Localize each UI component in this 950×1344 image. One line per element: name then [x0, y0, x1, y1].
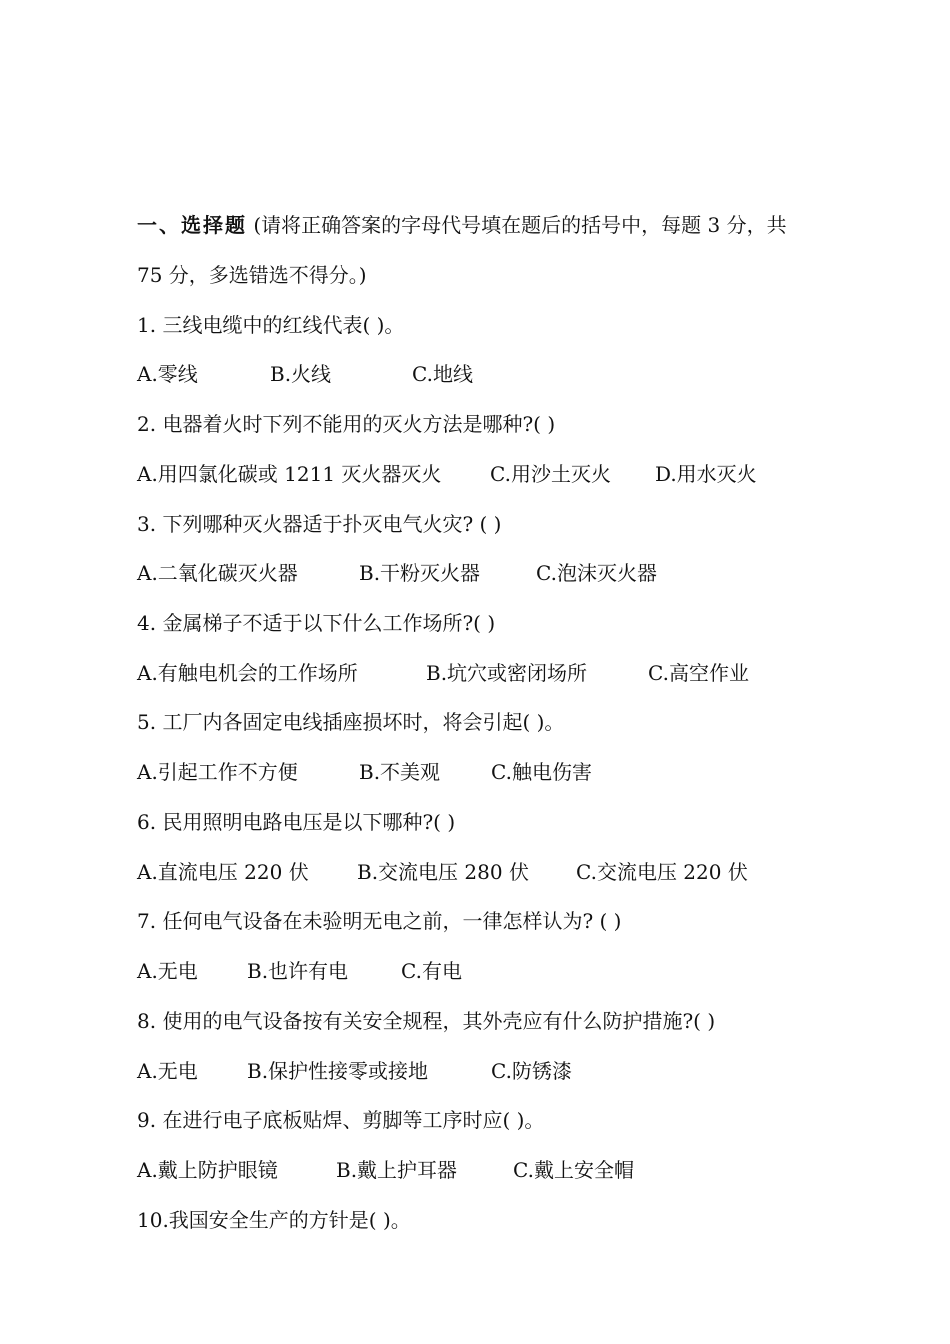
option-a[interactable]: A.引起工作不方便 [137, 760, 298, 784]
question-options-8 [137, 1057, 572, 1085]
option-c[interactable]: C.防锈漆 [491, 1059, 572, 1083]
option-c[interactable]: C.交流电压 220 伏 [576, 860, 748, 884]
question-options-9 [137, 1156, 634, 1184]
option-b[interactable]: B.保护性接零或接地 [247, 1059, 429, 1083]
question-stem-1: 1. 三线电缆中的红线代表( )。 [137, 313, 405, 337]
section-heading [137, 211, 787, 239]
question-options-4 [137, 659, 749, 687]
option-a[interactable]: A.无电 [137, 1059, 198, 1083]
option-b[interactable]: B.坑穴或密闭场所 [426, 661, 588, 685]
option-c[interactable]: C.戴上安全帽 [513, 1158, 634, 1182]
option-b[interactable]: B.不美观 [359, 760, 441, 784]
option-c[interactable]: C.有电 [401, 959, 462, 983]
option-b[interactable]: B.干粉灭火器 [359, 561, 481, 585]
option-a[interactable]: A.二氧化碳灭火器 [137, 561, 298, 585]
option-a[interactable]: A.用四氯化碳或 1211 灭火器灭火 [137, 462, 442, 486]
question-stem-2: 2. 电器着火时下列不能用的灭火方法是哪种?( ) [137, 412, 556, 436]
question-stem-9: 9. 在进行电子底板贴焊、剪脚等工序时应( )。 [137, 1108, 545, 1132]
option-a[interactable]: A.无电 [137, 959, 198, 983]
option-b[interactable]: B.也许有电 [247, 959, 349, 983]
question-options-6 [137, 858, 748, 886]
option-b[interactable]: B.火线 [270, 362, 332, 386]
section-instructions: (请将正确答案的字母代号填在题后的括号中，每题 3 分，共 [247, 213, 787, 237]
question-options-5 [137, 758, 592, 786]
question-options-3 [137, 559, 657, 587]
question-options-1 [137, 360, 473, 388]
question-stem-7: 7. 任何电气设备在未验明无电之前，一律怎样认为? ( ) [137, 909, 622, 933]
question-stem-10: 10.我国安全生产的方针是( )。 [137, 1208, 411, 1232]
option-c[interactable]: C.触电伤害 [491, 760, 592, 784]
question-options-7 [137, 957, 462, 985]
section-instructions-cont: 75 分，多选错选不得分。) [137, 263, 367, 287]
option-a[interactable]: A.直流电压 220 伏 [137, 860, 309, 884]
section-title: 一、选择题 [137, 213, 247, 237]
option-c[interactable]: C.泡沫灭火器 [536, 561, 657, 585]
option-d[interactable]: D.用水灭火 [655, 462, 757, 486]
option-a[interactable]: A.戴上防护眼镜 [137, 1158, 278, 1182]
question-stem-4: 4. 金属梯子不适于以下什么工作场所?( ) [137, 611, 496, 635]
option-a[interactable]: A.有触电机会的工作场所 [137, 661, 358, 685]
option-c[interactable]: C.高空作业 [648, 661, 749, 685]
question-stem-8: 8. 使用的电气设备按有关安全规程，其外壳应有什么防护措施?( ) [137, 1009, 716, 1033]
option-c[interactable]: C.地线 [412, 362, 473, 386]
option-c[interactable]: C.用沙土灭火 [490, 462, 611, 486]
question-stem-3: 3. 下列哪种灭火器适于扑灭电气火灾? ( ) [137, 512, 502, 536]
option-a[interactable]: A.零线 [137, 362, 198, 386]
question-stem-5: 5. 工厂内各固定电线插座损坏时，将会引起( )。 [137, 710, 565, 734]
question-stem-6: 6. 民用照明电路电压是以下哪种?( ) [137, 810, 456, 834]
option-b[interactable]: B.交流电压 280 伏 [357, 860, 529, 884]
question-options-2 [137, 460, 757, 488]
option-b[interactable]: B.戴上护耳器 [336, 1158, 458, 1182]
